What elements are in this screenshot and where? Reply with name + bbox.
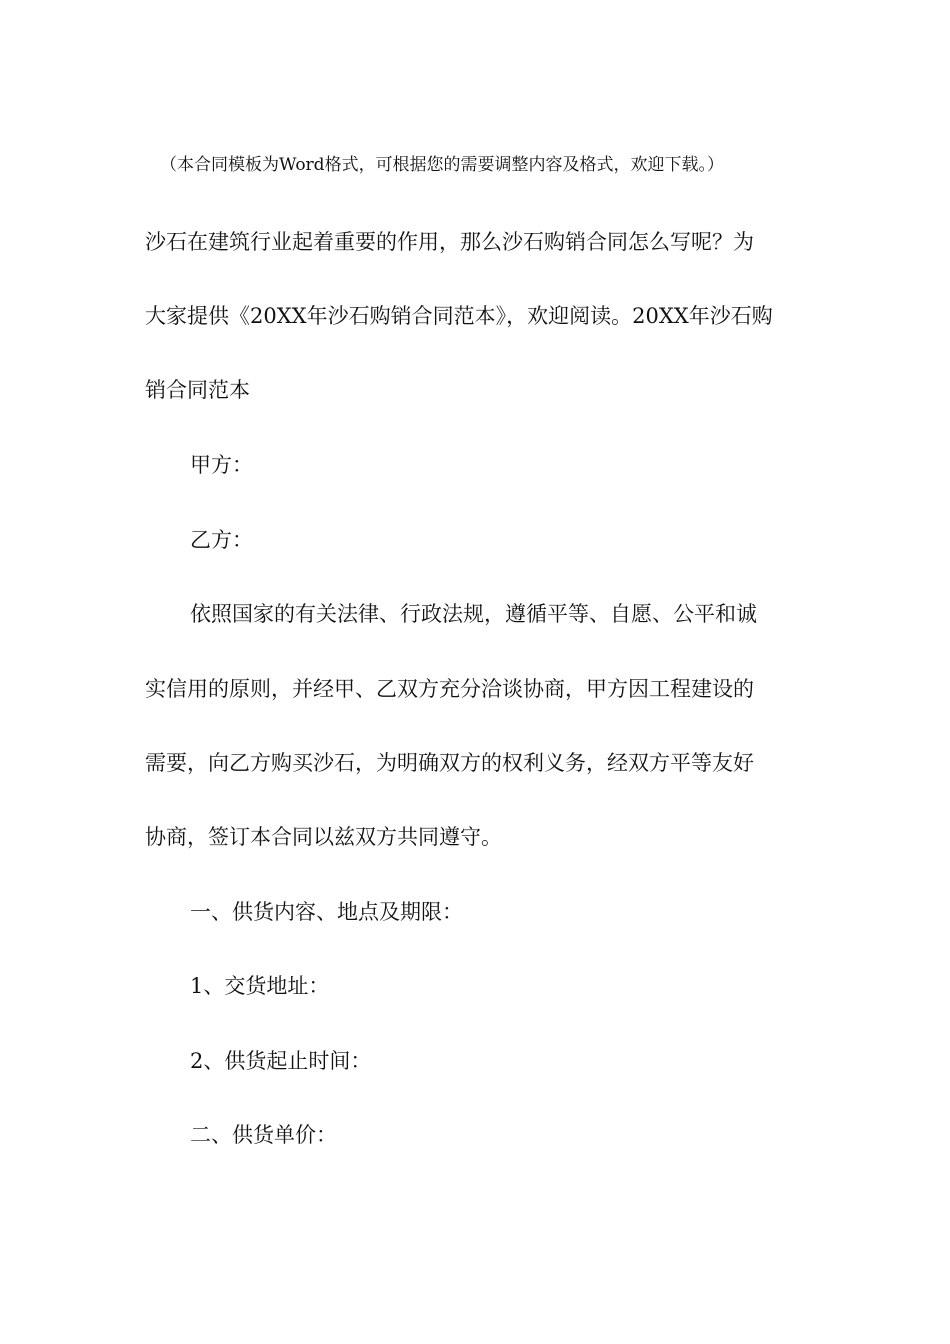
preamble-line-3: 需要，向乙方购买沙石，为明确双方的权利义务，经双方平等友好	[145, 751, 754, 775]
intro-line-2: 大家提供《20XX年沙石购销合同范本》，欢迎阅读。20XX年沙石购	[145, 304, 773, 328]
section-1-item-1: 1、交货地址：	[190, 974, 330, 998]
section-2-heading: 二、供货单价：	[190, 1123, 337, 1147]
intro-line-3: 销合同范本	[145, 378, 250, 402]
preamble-line-4: 协商，签订本合同以兹双方共同遵守。	[145, 825, 502, 849]
party-b-label: 乙方：	[190, 528, 253, 552]
party-a-label: 甲方：	[190, 453, 253, 477]
intro-line-1: 沙石在建筑行业起着重要的作用，那么沙石购销合同怎么写呢？为	[145, 230, 754, 254]
preamble-line-2: 实信用的原则，并经甲、乙双方充分洽谈协商，甲方因工程建设的	[145, 677, 754, 701]
section-1-heading: 一、供货内容、地点及期限：	[190, 900, 463, 924]
template-notice: （本合同模板为Word格式，可根据您的需要调整内容及格式，欢迎下载。）	[160, 155, 725, 175]
preamble-line-1: 依照国家的有关法律、行政法规，遵循平等、自愿、公平和诚	[190, 602, 757, 626]
section-1-item-2: 2、供货起止时间：	[190, 1049, 372, 1073]
